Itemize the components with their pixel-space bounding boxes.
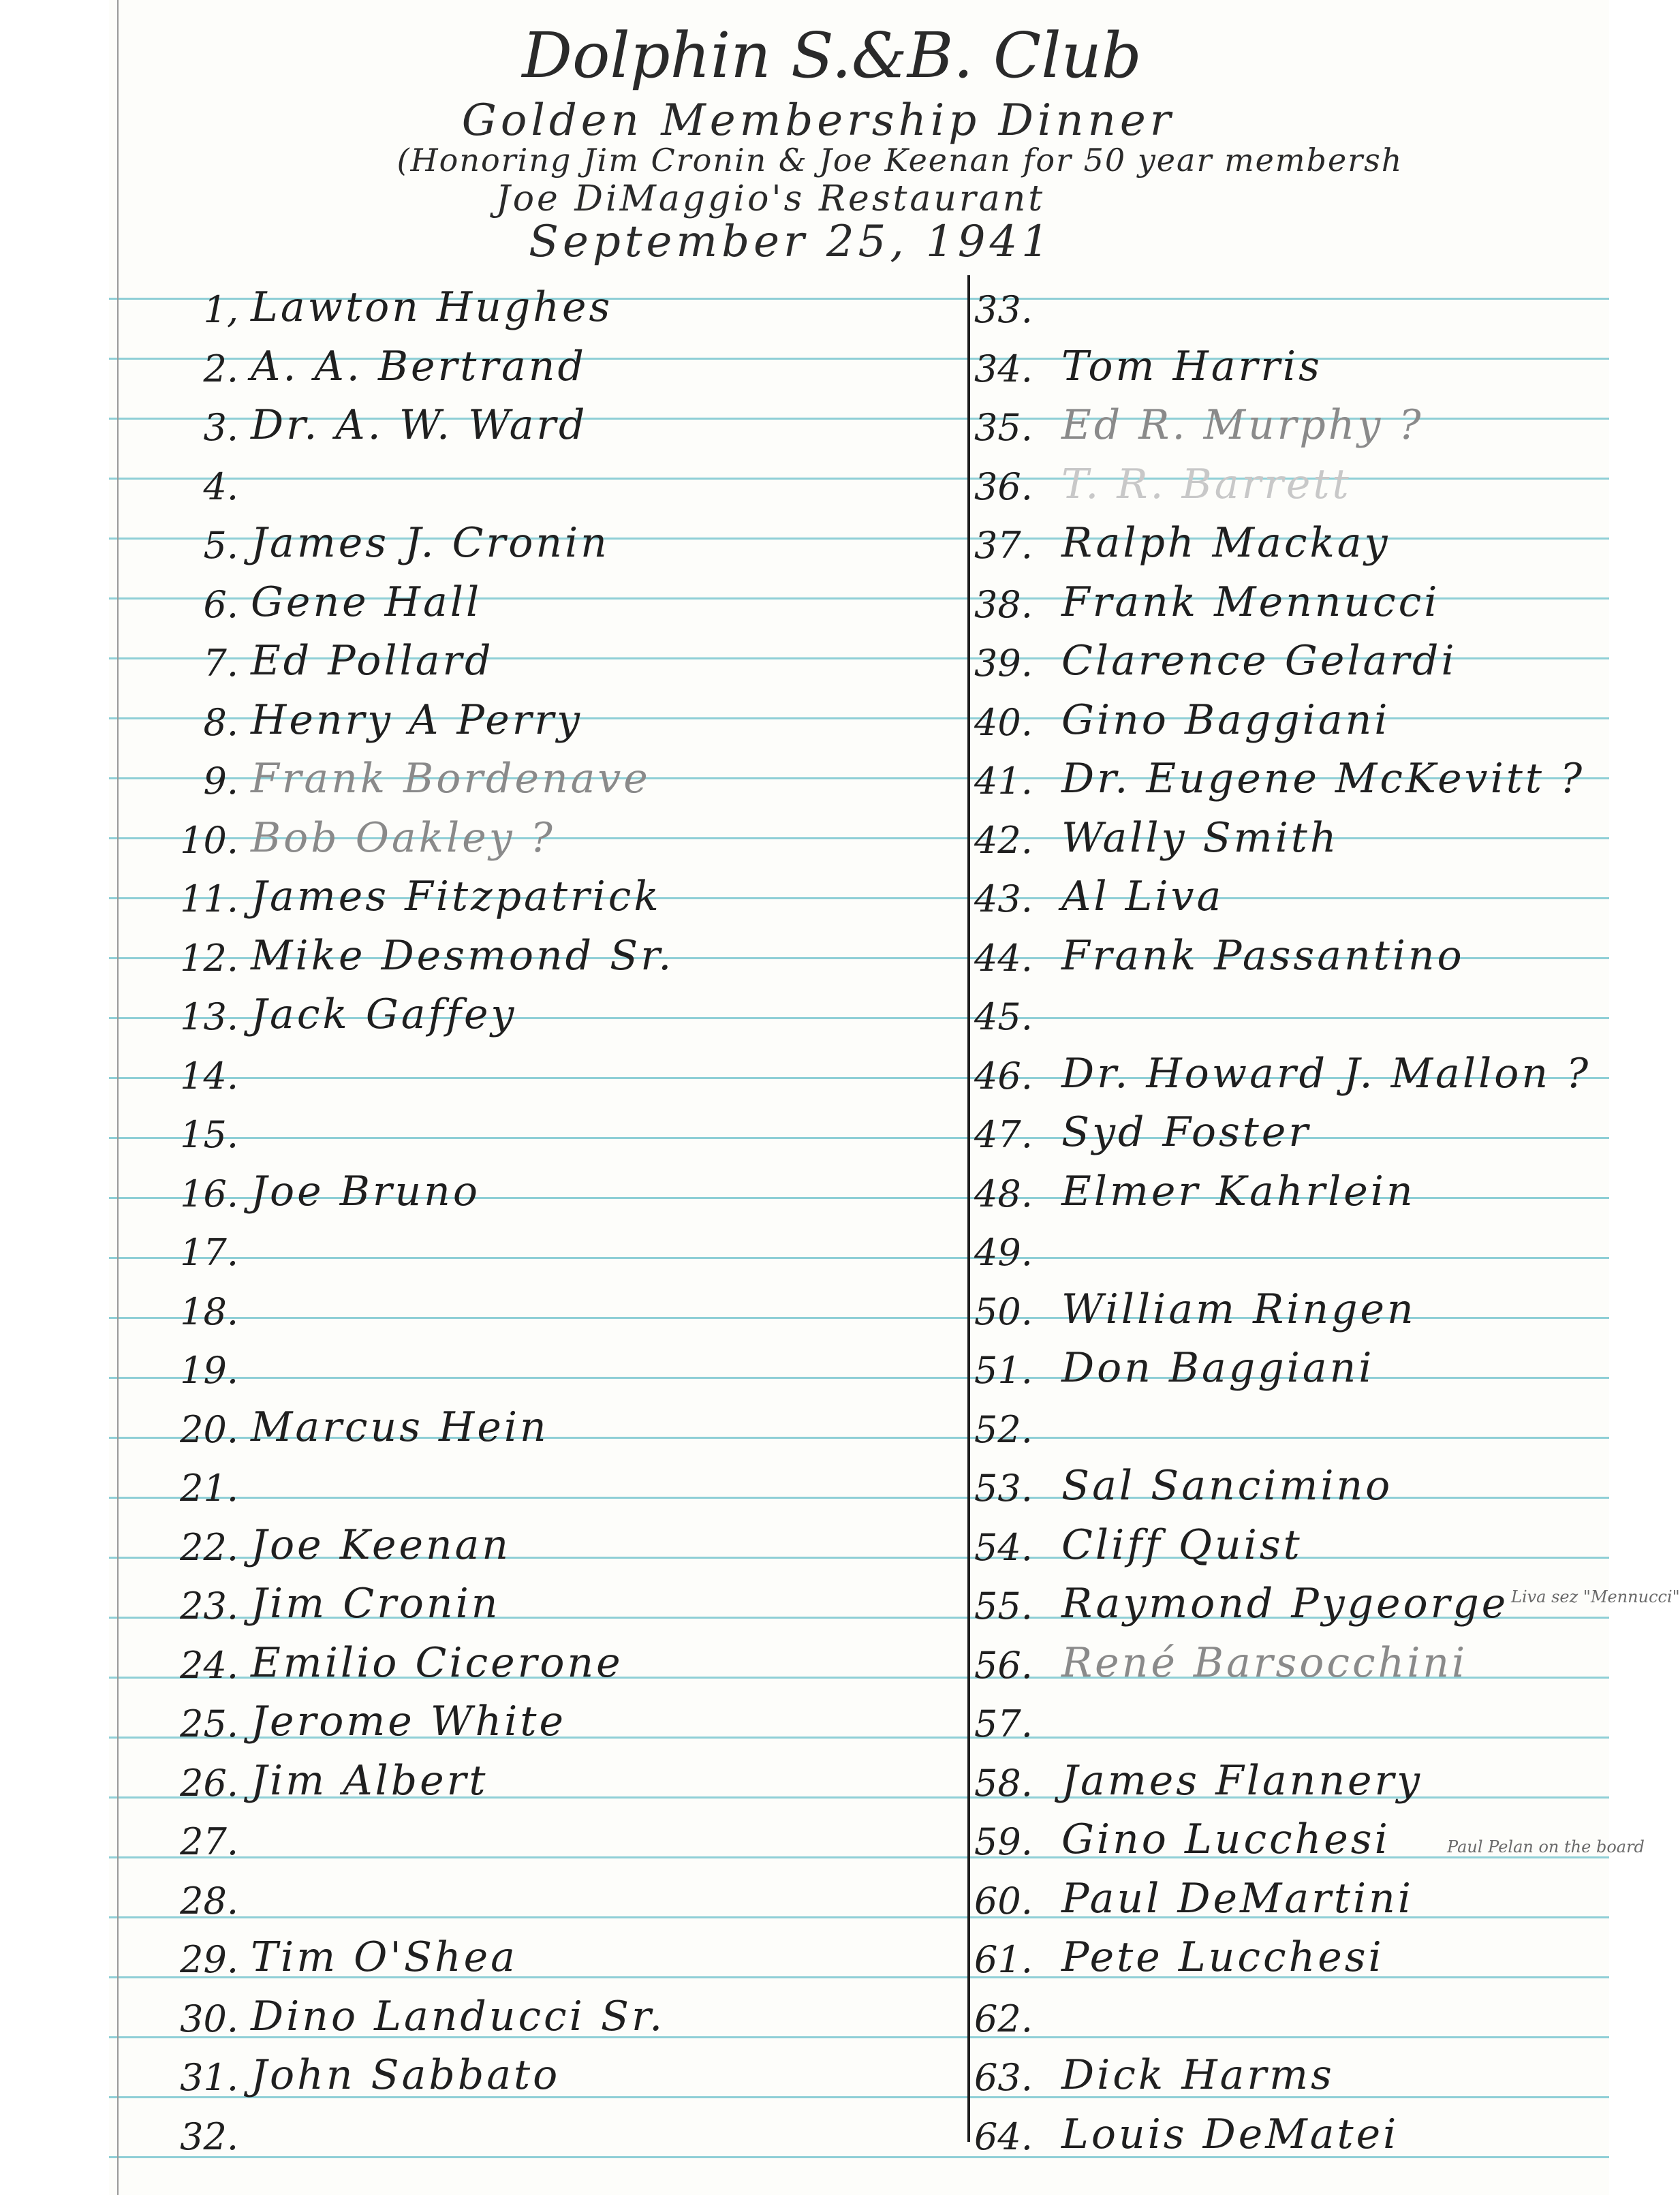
entry-number: 15. (180, 1113, 238, 1156)
entry-number: 5. (203, 524, 238, 567)
venue-line: Joe DiMaggio's Restaurant (495, 178, 1046, 219)
list-item (974, 744, 1585, 803)
list-item (157, 2100, 251, 2158)
entry-name: Joe Bruno (251, 1167, 480, 1215)
list-item (157, 508, 610, 567)
list-item (974, 1805, 1390, 1863)
entry-number: 60. (974, 1879, 1033, 1922)
entry-name: Frank Mennucci (1061, 578, 1440, 626)
entry-number: 10. (180, 818, 238, 862)
entry-number: 42. (974, 818, 1033, 862)
entry-number: 28. (180, 1879, 238, 1922)
entry-number: 7. (203, 642, 238, 685)
list-item (157, 1982, 665, 2040)
entry-number: 29. (180, 1938, 238, 1981)
list-item (974, 2040, 1335, 2099)
entry-number: 13. (180, 995, 238, 1038)
entry-number: 19. (180, 1349, 238, 1392)
list-item (974, 921, 1465, 980)
entry-name: Jack Gaffey (251, 991, 517, 1038)
entry-name: William Ringen (1061, 1285, 1416, 1333)
list-item (157, 744, 651, 803)
entry-name: Ed R. Murphy ? (1061, 401, 1424, 449)
entry-number: 58. (974, 1761, 1033, 1805)
list-item (157, 1451, 251, 1510)
entry-name: Emilio Cicerone (251, 1638, 623, 1687)
entry-number: 44. (974, 936, 1033, 980)
entry-number: 62. (974, 1997, 1033, 2040)
list-item (157, 1746, 488, 1805)
entry-number: 16. (180, 1172, 238, 1215)
entry-name: Cliff Quist (1061, 1521, 1303, 1569)
entry-number: 30. (180, 1997, 238, 2040)
page-subtitle: Golden Membership Dinner (461, 95, 1175, 146)
list-item (974, 1687, 1061, 1745)
entry-name: Lawton Hughes (251, 283, 613, 331)
entry-name: Jerome White (251, 1698, 566, 1745)
entry-name: Syd Foster (1061, 1108, 1311, 1156)
list-item (157, 1333, 251, 1392)
list-item (974, 2100, 1399, 2158)
entry-name: Dino Landucci Sr. (251, 1992, 666, 2040)
list-item (157, 332, 587, 390)
entry-name: John Sabbato (251, 2051, 561, 2099)
entry-name: James Flannery (1061, 1756, 1423, 1805)
entry-number: 8. (203, 700, 238, 744)
entry-number: 26. (180, 1761, 238, 1805)
list-item (974, 273, 1061, 331)
entry-number: 18. (180, 1290, 238, 1333)
entry-name: James Fitzpatrick (251, 873, 662, 920)
entry-name: Bob Oakley ? (251, 813, 555, 862)
entry-number: 31. (180, 2056, 238, 2099)
entry-name: Dr. Howard J. Mallon ? (1061, 1049, 1591, 1098)
list-item (157, 1392, 549, 1451)
entry-name: Raymond Pygeorge (1061, 1580, 1509, 1628)
sheet-top-margin (109, 0, 1609, 267)
list-item (974, 685, 1390, 744)
entry-number: 61. (974, 1938, 1033, 1981)
list-item (974, 626, 1457, 685)
entry-number: 56. (974, 1643, 1033, 1687)
entry-number: 50. (974, 1290, 1033, 1333)
list-item (157, 567, 482, 626)
entry-number: 63. (974, 2056, 1033, 2099)
page-title: Dolphin S.&B. Club (522, 19, 1142, 92)
entry-name: Jim Cronin (251, 1580, 501, 1628)
list-item (974, 567, 1440, 626)
entry-name: Marcus Hein (251, 1403, 549, 1451)
entry-number: 32. (180, 2115, 238, 2158)
entry-number: 51. (974, 1349, 1033, 1392)
list-item (157, 1275, 251, 1333)
list-item (157, 921, 674, 980)
entry-name: Elmer Kahrlein (1061, 1167, 1416, 1215)
entry-name: Jim Albert (251, 1756, 488, 1805)
entry-number: 22. (180, 1525, 238, 1569)
entry-name: Gino Baggiani (1061, 696, 1390, 744)
list-item (974, 1628, 1467, 1687)
list-item (974, 980, 1061, 1038)
list-item (157, 1628, 623, 1687)
entry-name: Frank Bordenave (251, 755, 651, 803)
list-item (157, 1687, 566, 1745)
list-item (157, 626, 494, 685)
list-item (157, 450, 251, 508)
list-item (974, 1215, 1061, 1274)
list-item (974, 803, 1339, 862)
list-item (157, 1569, 500, 1628)
list-item (157, 1922, 518, 1981)
list-item (974, 1982, 1061, 2040)
list-item (157, 273, 612, 331)
list-item (974, 1333, 1374, 1392)
entry-name: James J. Cronin (251, 519, 610, 567)
list-item (157, 1098, 251, 1156)
list-item (974, 1922, 1384, 1981)
entry-number: 54. (974, 1525, 1033, 1569)
entry-name: Joe Keenan (251, 1521, 512, 1569)
entry-number: 34. (974, 347, 1033, 390)
list-item (157, 1864, 251, 1922)
entry-number: 33. (974, 288, 1033, 331)
list-item (157, 2040, 560, 2099)
entry-number: 20. (180, 1407, 238, 1451)
entry-name: Dr. Eugene McKevitt ? (1061, 755, 1585, 803)
list-item (974, 390, 1424, 449)
entry-name: Gene Hall (251, 578, 482, 626)
entry-number: 6. (203, 582, 238, 626)
entry-name: Gino Lucchesi (1061, 1816, 1390, 1863)
list-item (974, 1039, 1591, 1098)
list-item (974, 862, 1224, 920)
column-divider (967, 275, 970, 2142)
list-item (974, 1392, 1061, 1451)
list-item (157, 1805, 251, 1863)
list-item (157, 862, 662, 920)
entry-name: Ed Pollard (251, 637, 494, 685)
entry-number: 43. (974, 877, 1033, 920)
entry-number: 23. (180, 1585, 238, 1628)
margin-note-56: Liva sez "Mennucci" (1511, 1587, 1680, 1606)
entry-number: 57. (974, 1702, 1033, 1745)
margin-note-60: Paul Pelan on the board (1447, 1837, 1645, 1856)
entry-number: 24. (180, 1643, 238, 1687)
list-item (157, 980, 516, 1038)
list-item (974, 1157, 1416, 1215)
entry-name: Mike Desmond Sr. (251, 931, 674, 980)
entry-name: Paul DeMartini (1061, 1874, 1414, 1922)
list-item (157, 803, 555, 862)
entry-name: Al Liva (1061, 873, 1224, 920)
entry-number: 40. (974, 700, 1033, 744)
entry-number: 47. (974, 1113, 1033, 1156)
list-item (157, 390, 587, 449)
entry-number: 36. (974, 465, 1033, 508)
entry-number: 41. (974, 760, 1033, 803)
honoring-line: (Honoring Jim Cronin & Joe Keenan for 50 year membersh (396, 142, 1403, 178)
entry-number: 38. (974, 582, 1033, 626)
date-line: September 25, 1941 (529, 217, 1053, 267)
entry-name: René Barsocchini (1061, 1638, 1468, 1687)
entry-number: 4. (203, 465, 238, 508)
entry-number: 37. (974, 524, 1033, 567)
entry-name: Don Baggiani (1061, 1344, 1375, 1392)
entry-name: Louis DeMatei (1061, 2110, 1399, 2158)
list-item (974, 332, 1322, 390)
list-item (974, 1451, 1393, 1510)
entry-number: 25. (180, 1702, 238, 1745)
entry-number: 2. (203, 347, 238, 390)
entry-name: Henry A Perry (251, 696, 582, 744)
entry-name: Pete Lucchesi (1061, 1933, 1384, 1981)
entry-name: Clarence Gelardi (1061, 637, 1457, 685)
entry-number: 11. (180, 877, 238, 920)
list-item (974, 1510, 1303, 1569)
entry-number: 3. (203, 406, 238, 449)
entry-name: Dick Harms (1061, 2051, 1335, 2099)
list-item (157, 1510, 511, 1569)
entry-name: Tom Harris (1061, 342, 1322, 390)
list-item (974, 450, 1352, 508)
list-item (974, 508, 1390, 567)
entry-number: 45. (974, 995, 1033, 1038)
list-item (157, 1215, 251, 1274)
entry-number: 21. (180, 1467, 238, 1510)
entry-number: 49. (974, 1231, 1033, 1274)
entry-number: 46. (974, 1054, 1033, 1098)
entry-number: 9. (203, 760, 238, 803)
entry-name: A. A. Bertrand (251, 342, 587, 390)
entry-number: 55. (974, 1585, 1033, 1628)
entry-name: Frank Passantino (1061, 931, 1465, 980)
entry-name: Dr. A. W. Ward (251, 401, 588, 449)
entry-number: 14. (180, 1054, 238, 1098)
entry-number: 48. (974, 1172, 1033, 1215)
entry-number: 17. (180, 1231, 238, 1274)
entry-number: 27. (180, 1820, 238, 1863)
entry-name: Ralph Mackay (1061, 519, 1390, 567)
entry-number: 53. (974, 1467, 1033, 1510)
entry-name: Sal Sancimino (1061, 1462, 1393, 1510)
list-item (157, 1157, 480, 1215)
entry-name: Wally Smith (1061, 813, 1339, 862)
entry-number: 64. (974, 2115, 1033, 2158)
entry-number: 1, (203, 288, 238, 331)
list-item (974, 1864, 1414, 1922)
list-item (974, 1569, 1508, 1628)
margin-rule (117, 0, 119, 2195)
list-item (974, 1098, 1311, 1156)
entry-name: Tim O'Shea (251, 1933, 518, 1981)
entry-number: 12. (180, 936, 238, 980)
entry-number: 59. (974, 1820, 1033, 1863)
entry-number: 39. (974, 642, 1033, 685)
entry-number: 52. (974, 1407, 1033, 1451)
list-item (974, 1746, 1422, 1805)
list-item (157, 1039, 251, 1098)
list-item (974, 1275, 1416, 1333)
entry-name: T. R. Barrett (1061, 460, 1352, 508)
list-item (157, 685, 582, 744)
entry-number: 35. (974, 406, 1033, 449)
